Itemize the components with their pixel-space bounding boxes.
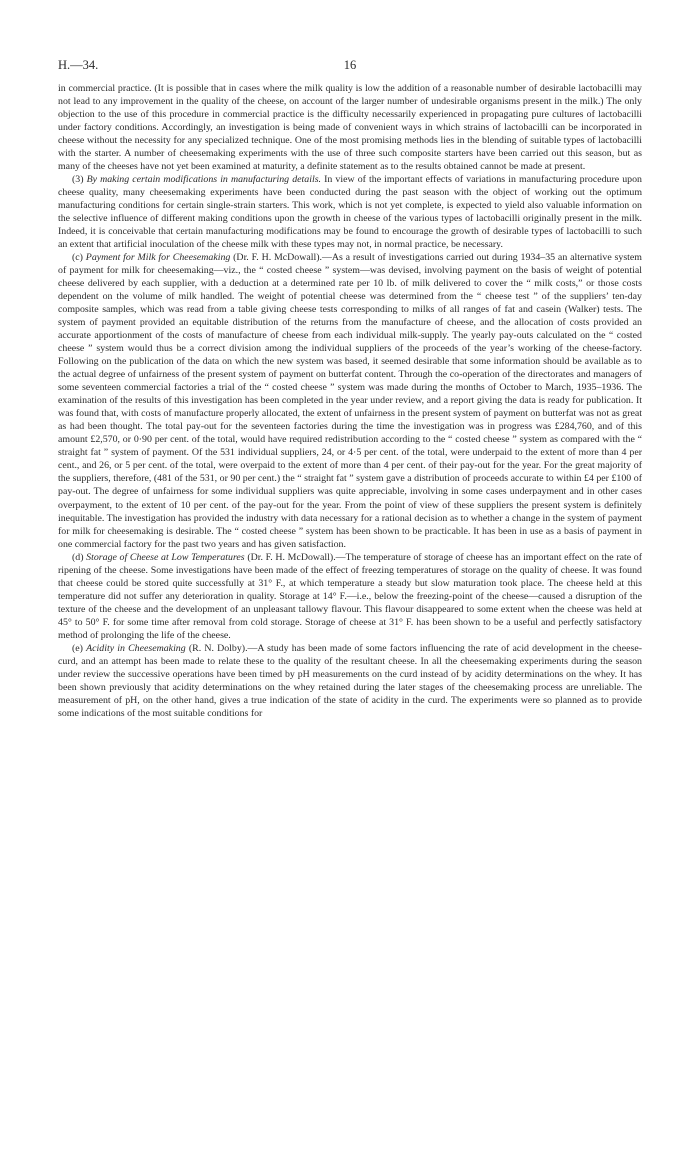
paragraph-storage-of-cheese (58, 551, 642, 642)
paragraph-text: (Dr. F. H. McDowall).—The temperature of storage of cheese has an important effect on the rate of ripening of the cheese. Some investigations have been made of the effect of freezing temperatures of storage on the quality of cheese. It was found that cheese could be stored quite successfully at 31° F., at which temperature a steady but slow maturation took place. The cheese held at this temperature did not suffer any deterioration in quality. Storage at 14° F.—i.e., below the freezing-point of the cheese—caused a disruption of the texture of the cheese and the development of an unpleasant tallowy flavour. This flavour disappeared to some extent when the cheese was held at 45° to 50° F. for some time after removal from cold storage. Storage of cheese at 31° F. has been shown to be a useful and perfectly satisfactory method of prolonging the life of the cheese. (58, 551, 642, 641)
paragraph-heading: By making certain modifications in manufacturing details. (86, 174, 322, 186)
paragraph-lead: (c) (72, 252, 86, 264)
paragraph-text: in commercial practice. (It is possible that in cases where the milk quality is low the addition of a reasonable number of desirable lactobacilli may not lead to any improvement in the quality of the cheese, on account of the larger number of undesirable organisms present in the milk.) The only objection to the use of this procedure in commercial practice is the difficulty necessarily experienced in propagating pure cultures of lactobacilli under factory conditions. Accordingly, an investigation is being made of convenient ways in which strains of lactobacilli can be incorporated in cheese without the necessity for any specialized technique. One of the most promising methods lies in the blending of suitable types of lactobacilli with the starter. A number of cheesemaking experiments with the use of three such composite starters have been carried out this season, but as many of the cheeses have not yet been examined at maturity, a definite statement as to the results obtained cannot be made at present. (58, 83, 642, 173)
paragraph-manufacturing-modifications (58, 173, 642, 251)
paragraph-heading: Storage of Cheese at Low Temperatures (86, 551, 245, 563)
paragraph-lead: (d) (72, 551, 87, 563)
document-page (58, 58, 642, 720)
body-text (58, 82, 642, 720)
paragraph-text: (R. N. Dolby).—A study has been made of some factors influencing the rate of acid development in the cheese-curd, and an attempt has been made to relate these to the quality of the resultant cheese. In all the cheesemaking experiments during the season under review the successive operations have been timed by pH measurements on the curd instead of by acidity determinations on the whey. It has been shown previously that acidity determinations on the whey retained during the later stages of the cheesemaking process are unreliable. The measurement of pH, on the other hand, gives a true indication of the state of acidity in the curd. The experiments were so planned as to provide some indications of the most suitable conditions for (58, 642, 642, 719)
paragraph-continuation (58, 82, 642, 173)
paragraph-heading: Acidity in Cheesemaking (86, 642, 186, 654)
paragraph-lead: (3) (72, 174, 87, 186)
page-header (58, 58, 642, 82)
paragraph-heading: Payment for Milk for Cheesemaking (85, 252, 231, 264)
paragraph-payment-for-milk (58, 251, 642, 550)
document-reference: H.—34. (58, 58, 99, 72)
page-number: 16 (343, 58, 357, 72)
paragraph-text: (Dr. F. H. McDowall).—As a result of investigations carried out during 1934–35 an alternative system of payment for milk for cheesemaking—viz., the “ costed cheese ” system—was devised, involving payment on the basis of weight of potential cheese delivered by each supplier, with a deduction at a determined rate per 10 lb. of milk delivered to cover the “ milk costs,” or those costs dependent on the volume of milk handled. The weight of potential cheese was determined from the “ cheese test ” of the suppliers’ ten-day composite samples, which was read from a table giving cheese tests corresponding to milks of all ranges of fat and casein (Walker) tests. The system of payment provided an equitable distribution of the returns from the manufacture of cheese, and the allocation of costs provided an accurate apportionment of the costs of manufacture of cheese from each individual milk-supply. The yearly pay-outs calculated on the “ costed cheese ” system would thus be a correct division among the individual suppliers of the proceeds of the year’s working of the cheese-factory. Following on the publication of the data on which the new system was based, it seemed desirable that some information should be available as to the actual degree of unfairness of the present system of payment on butterfat content. Through the co-operation of the directorates and managers of some seventeen commercial factories a trial of the “ costed cheese ” system was made during the months of October to March, 1935–1936. The examination of the results of this investigation has been completed in the year under review, and a report giving the data is ready for publication. It was found that, with costs of manufacture properly allocated, the extent of unfairness in the present system of payment on butterfat was not as great as had been thought. The total pay-out for the seventeen factories during the time the investigation was in progress was £284,760, and of this amount £2,570, or 0·90 per cent. of the total, would have required redistribution according to the “ costed cheese ” system as compared with the “ straight fat ” system of payment. Of the 531 individual suppliers, 24, or 4·5 per cent. of the total, were underpaid to the extent of more than 4 per cent., and 26, or 5 per cent. of the total, were overpaid to the extent of more than 4 per cent. of their pay-out for the year. For the great majority of the suppliers, therefore, (481 of the 531, or 90 per cent.) the “ straight fat ” system gave a distribution of proceeds accurate to within £4 per £100 of pay-out. The degree of unfairness for some individual suppliers was quite appreciable, involving in some cases underpayment and in other cases overpayment, to the extent of 10 per cent. of the pay-out for the year. From the point of view of these suppliers the present system is definitely inequitable. The investigation has provided the industry with data necessary for a rational decision as to whether a change in the system of payment for milk for cheesemaking is desirable. The “ costed cheese ” system has been shown to be practicable. It has been in use as a basis of payment in one commercial factory for the past two years and has given satisfaction. (58, 252, 642, 550)
paragraph-acidity (58, 642, 642, 720)
paragraph-lead: (e) (72, 642, 87, 654)
paragraph-text: In view of the important effects of variations in manufacturing procedure upon cheese quality, many cheesemaking experiments have been conducted during the past season with the object of working out the optimum manufacturing conditions for certain single-strain starters. This work, which is not yet complete, is expected to yield also valuable information on the selective influence of different making conditions upon the growth in cheese of the various types of lactobacilli originally present in the milk. Indeed, it is conceivable that certain manufacturing modifications may be found to encourage the growth of desirable types of lactobacilli to such an extent that artificial inoculation of the cheese milk with these types may not, in normal practice, be necessary. (58, 174, 642, 251)
